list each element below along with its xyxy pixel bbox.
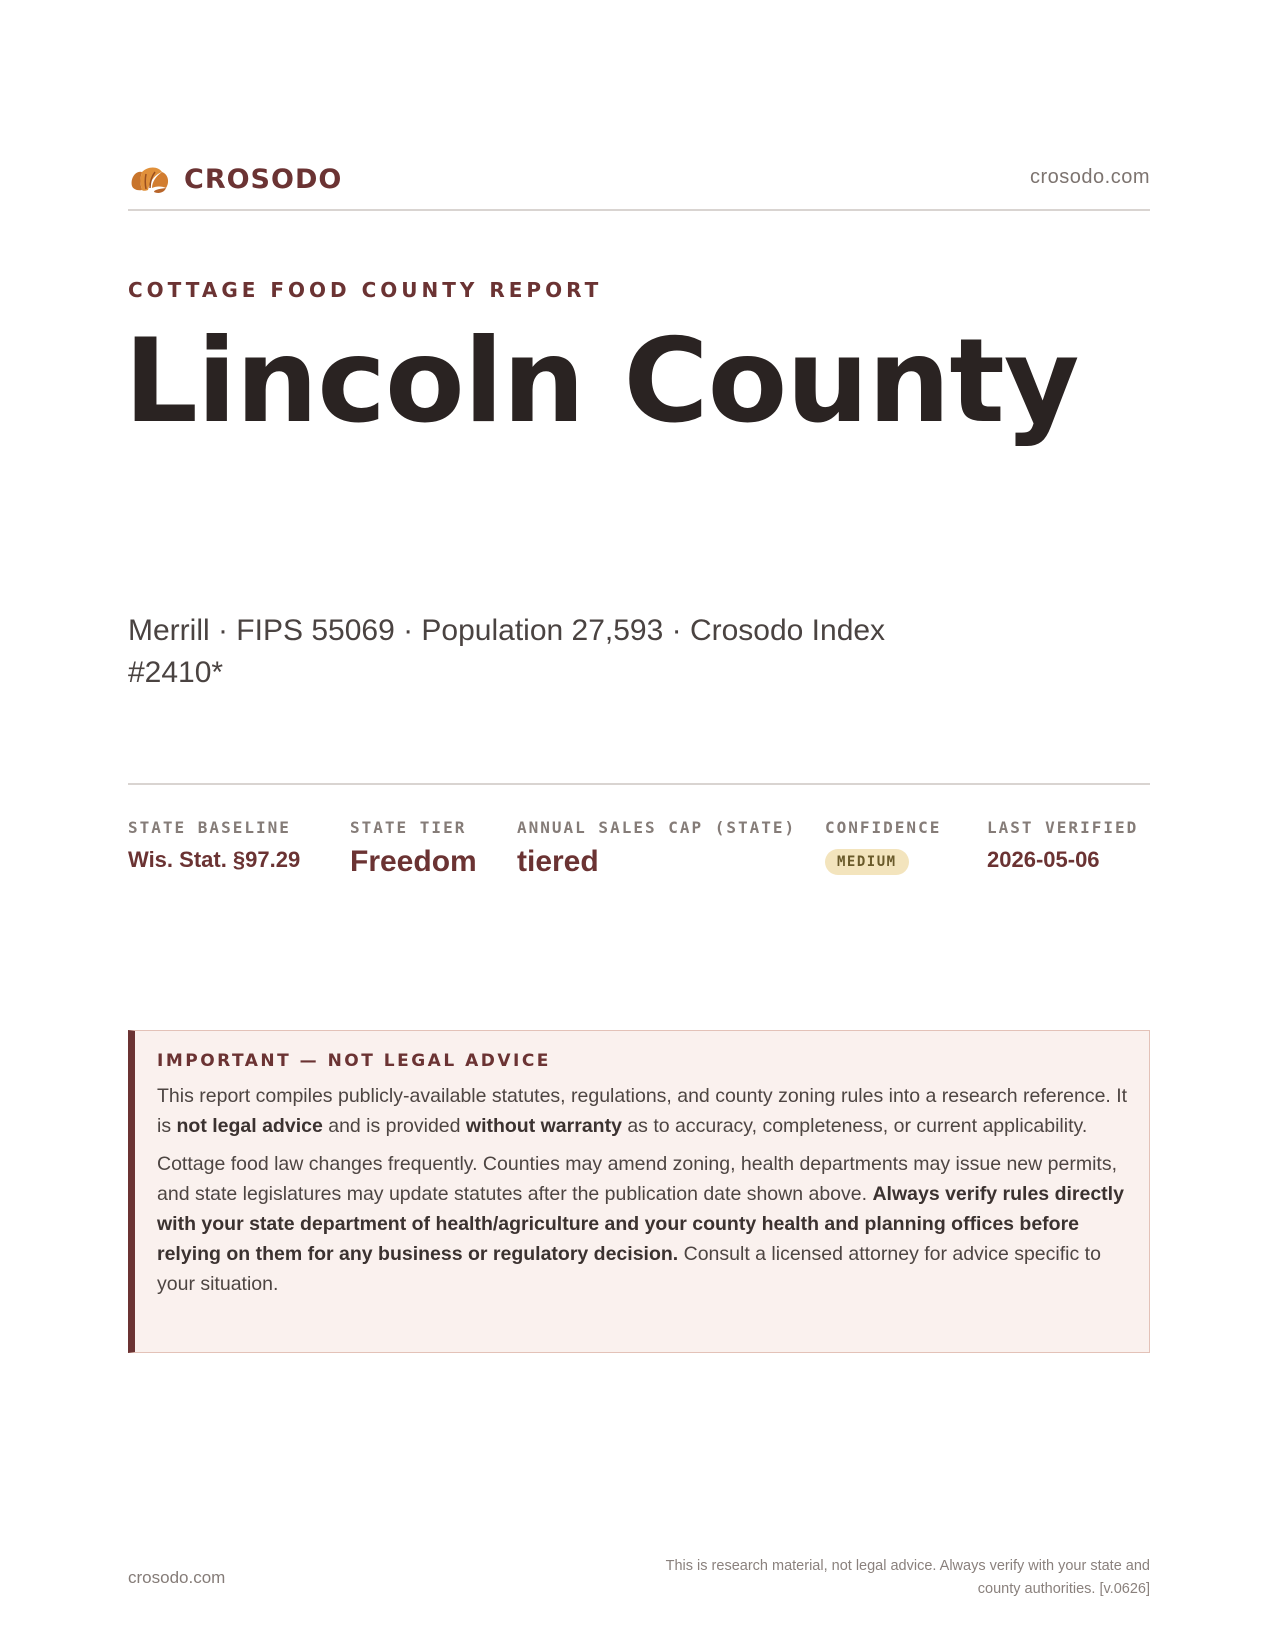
footer-disclaimer: This is research material, not legal advice. Always verify with your state and county authorities. [v.0626]	[665, 1558, 1150, 1597]
stat-value: 2026-05-06	[987, 847, 1100, 872]
stat-label: CONFIDENCE	[825, 818, 942, 837]
stat-value: Freedom	[350, 845, 477, 878]
notice-paragraph: Cottage food law changes frequently. Counties may amend zoning, health departments may issue new permits, and state legislatures may update statutes after the publication date shown above. Always verify rules directly with your state department of health/agriculture and your county health and planning offices before relying on them for any business or regulatory decision. Consult a licensed attorney for advice specific to your situation.	[157, 1153, 1124, 1295]
stat-annual-sales-cap	[517, 818, 796, 879]
notice-title: IMPORTANT — NOT LEGAL ADVICE	[157, 1051, 551, 1071]
stat-label: LAST VERIFIED	[987, 818, 1139, 837]
stat-value: tiered	[517, 845, 599, 878]
stat-value: Wis. Stat. §97.29	[128, 847, 301, 872]
footer-domain-link[interactable]: crosodo.com	[128, 1568, 226, 1587]
page-title: Lincoln County	[124, 314, 1079, 449]
stat-last-verified	[987, 818, 1138, 873]
legal-notice	[128, 1030, 1150, 1353]
stat-confidence	[825, 818, 941, 875]
stat-label: STATE BASELINE	[128, 818, 291, 837]
croissant-icon	[128, 160, 172, 198]
stat-state-baseline	[128, 818, 300, 873]
brand-name: CROSODO	[184, 163, 343, 195]
notice-paragraph: This report compiles publicly-available statutes, regulations, and county zoning rules into a research reference. It is not legal advice and is provided without warranty as to accuracy, completeness, or current applicability.	[157, 1085, 1128, 1137]
header-divider	[128, 209, 1150, 211]
brand[interactable]	[128, 160, 342, 198]
page-header	[128, 160, 1150, 210]
stat-state-tier	[350, 818, 477, 879]
stats-row	[128, 818, 1150, 908]
section-divider	[128, 783, 1150, 785]
header-domain-link[interactable]: crosodo.com	[1030, 166, 1150, 188]
report-eyebrow: COTTAGE FOOD COUNTY REPORT	[128, 278, 603, 302]
stat-label: STATE TIER	[350, 818, 467, 837]
report-page	[124, 0, 1150, 1650]
stat-label: ANNUAL SALES CAP (STATE)	[517, 818, 797, 837]
confidence-badge: MEDIUM	[825, 849, 909, 875]
report-subtitle: Merrill · FIPS 55069 · Population 27,593 · Crosodo Index #2410*	[128, 614, 886, 689]
